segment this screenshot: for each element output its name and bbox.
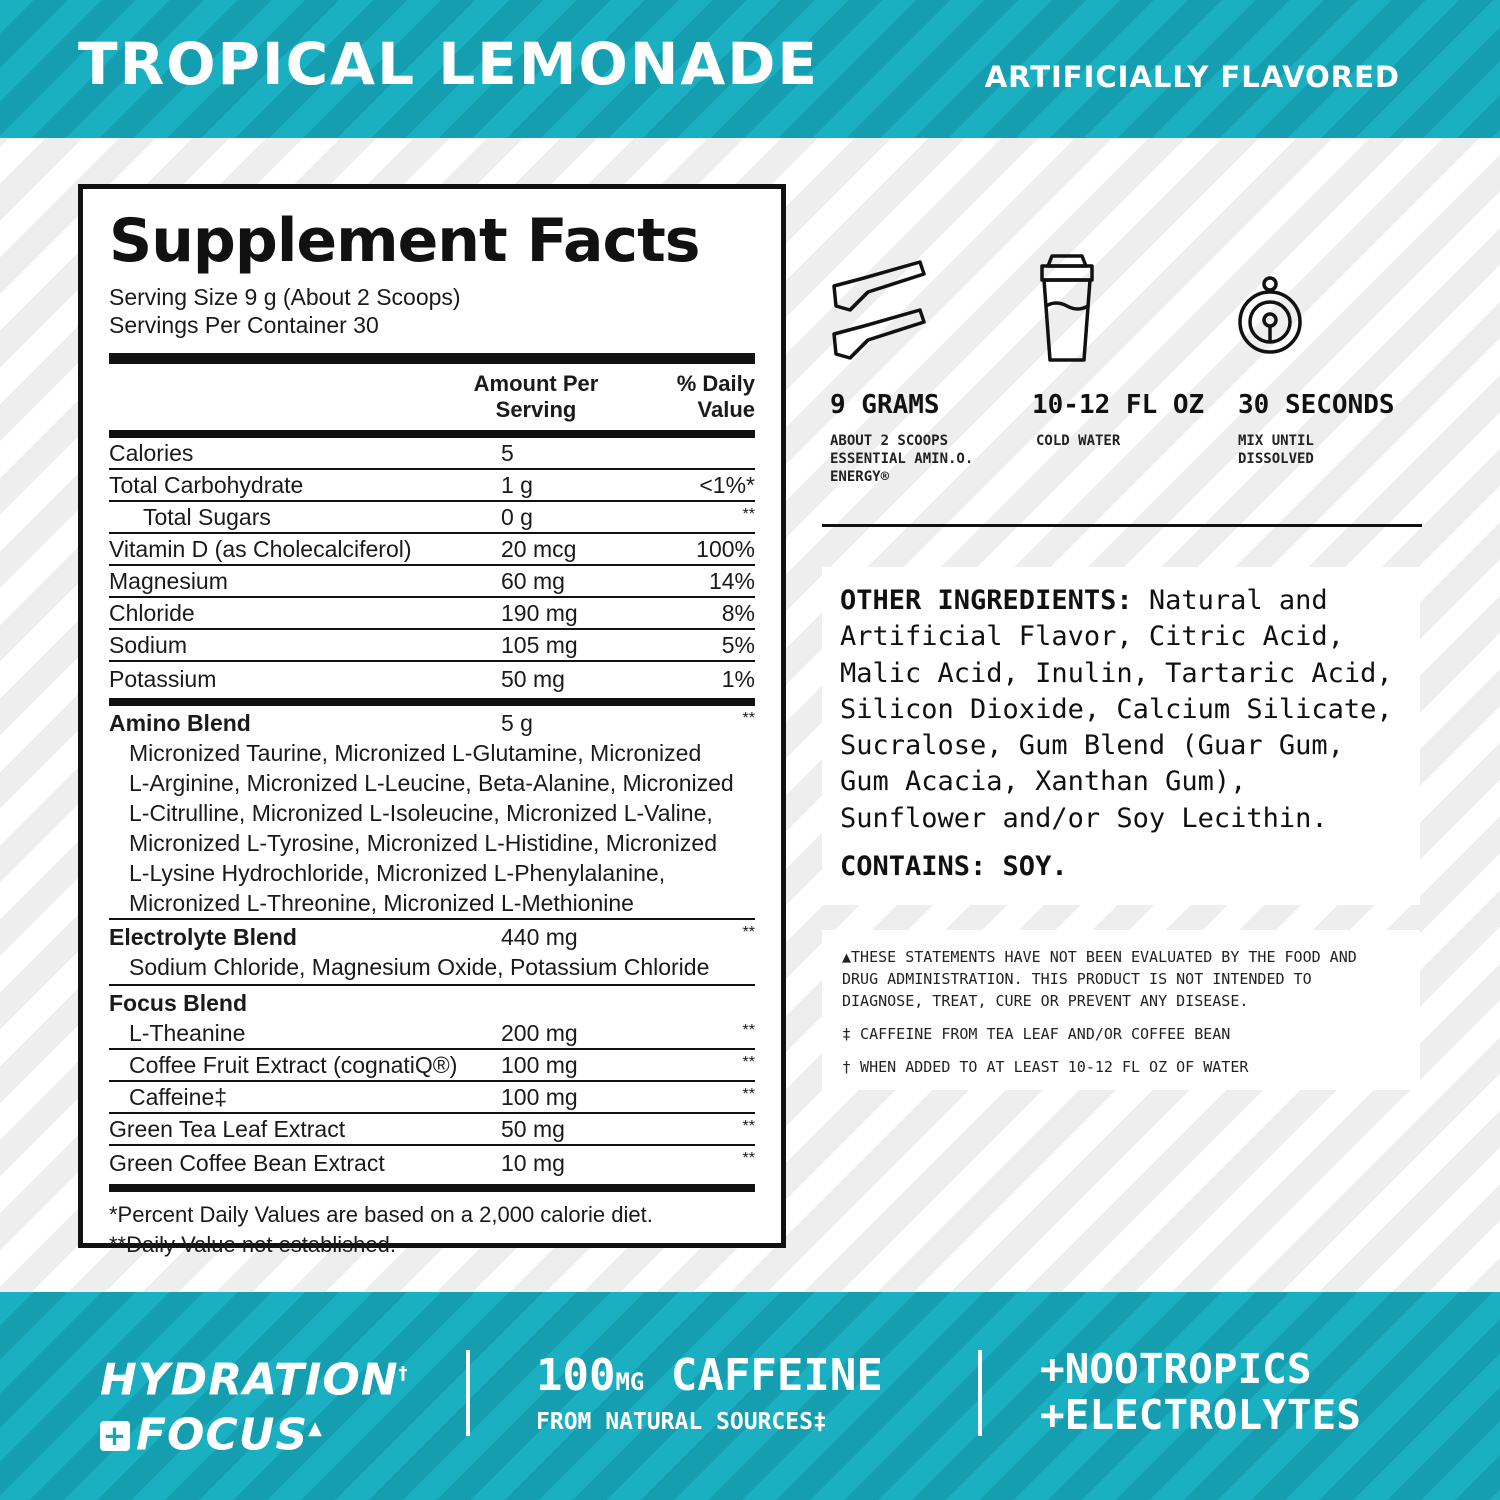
caffeine-claim: 100MG CAFFEINE FROM NATURAL SOURCES‡ [536,1350,883,1435]
scoops-icon [828,258,928,378]
extract-row: Green Tea Leaf Extract 50 mg ** [109,1114,755,1146]
focus-item-row: L-Theanine 200 mg ** [109,1018,755,1050]
shaker-icon [1032,252,1102,372]
caffeine-footnote: ‡ CAFFEINE FROM TEA LEAF AND/OR COFFEE BEAN [842,1025,1231,1043]
hydration-focus-claim: HYDRATION† + FOCUS▲ [100,1354,409,1461]
serving-size: Serving Size 9 g (About 2 Scoops) [109,284,461,310]
amino-blend-row: Amino Blend 5 g ** [109,710,755,736]
header-band [0,0,1500,138]
facts-divider [109,698,755,706]
ingredients-text: Natural and Artificial Flavor, Citric Acid, Malic Acid, Inulin, Tartaric Acid, Silicon Dioxide, Calcium Silicate, Sucralose, Gum Blend (Guar Gum, Gum Acacia, Xanthan Gum), Sunflower and/or Soy Lecithin. [840,585,1393,834]
direction-text: ABOUT 2 SCOOPS ESSENTIAL AMIN.O. ENERGY® [830,433,974,485]
electrolyte-blend-contents: Sodium Chloride, Magnesium Oxide, Potassium Chloride [129,954,710,980]
facts-column-header [109,364,755,430]
nutrient-row: Sodium 105 mg 5% [109,630,755,662]
dv-column-header: % Daily Value [676,371,755,422]
focus-item-row: Caffeine‡ 100 mg ** [109,1082,755,1114]
electrolyte-blend-row: Electrolyte Blend 440 mg ** [109,924,755,950]
nutrient-row: Calories 5 [109,438,755,470]
disclaimers [822,930,1420,1090]
facts-divider [109,353,755,364]
supplement-facts-panel [78,184,786,1257]
claims-band [0,1292,1500,1500]
facts-footnote: *Percent Daily Values are based on a 2,000 calorie diet. **Daily Value not established. [109,1202,653,1257]
direction-title: 10-12 FL OZ [1032,390,1205,420]
nutrient-row: Potassium 50 mg 1% [109,666,755,692]
direction-text: MIX UNTIL DISSOLVED [1238,433,1314,467]
facts-divider [109,430,755,438]
facts-divider [109,1184,755,1192]
amount-column-header: Amount Per Serving [473,371,599,422]
directions [826,250,1426,490]
nutrient-row: Magnesium 60 mg 14% [109,566,755,598]
flavor-note: ARTIFICIALLY FLAVORED [984,60,1400,94]
section-divider [822,524,1422,527]
flavor-title: TROPICAL LEMONADE [78,30,820,98]
facts-title: Supplement Facts [109,206,700,276]
plus-icon: + [100,1421,130,1451]
nutrient-row: Chloride 190 mg 8% [109,598,755,630]
focus-item-row: Coffee Fruit Extract (cognatiQ®) 100 mg ** [109,1050,755,1082]
nootropics-claim: +NOOTROPICS +ELECTROLYTES [1040,1345,1361,1439]
extract-row: Green Coffee Bean Extract 10 mg ** [109,1150,755,1176]
nutrient-row: Vitamin D (as Cholecalciferol) 20 mcg 100% [109,534,755,566]
nutrient-row: Total Carbohydrate 1 g <1%* [109,470,755,502]
direction-title: 9 GRAMS [830,390,940,420]
claim-divider [466,1350,470,1436]
direction-text: COLD WATER [1036,433,1121,449]
water-footnote: † WHEN ADDED TO AT LEAST 10-12 FL OZ OF WATER [842,1058,1249,1076]
nutrient-row: Total Sugars 0 g ** [109,502,755,534]
timer-icon [1238,274,1308,364]
ingredients-label: OTHER INGREDIENTS: [840,585,1133,616]
amino-blend-contents: Micronized Taurine, Micronized L-Glutamine, Micronized L-Arginine, Micronized L-Leucine, Beta-Alanine, Micronized L-Citrulline, Micronized L-Isoleucine, Micronized L-Valine, Micronized L-Tyrosine, Micronized L-Histidine, Micronized L-Lysine Hydrochloride, Micronized L-Phenylalanine, Micronized L-Threonine, Micronized L-Methionine [129,740,734,916]
fda-disclaimer: ▲THESE STATEMENTS HAVE NOT BEEN EVALUATED BY THE FOOD AND DRUG ADMINISTRATION. THIS PRODUCT IS NOT INTENDED TO DIAGNOSE, TREAT, CURE OR PREVENT ANY DISEASE. [842,948,1357,1010]
focus-blend-row: Focus Blend [109,990,248,1016]
direction-title: 30 SECONDS [1238,390,1395,420]
allergen-statement: CONTAINS: SOY. [840,851,1068,883]
claim-divider [978,1350,982,1436]
servings-per-container: Servings Per Container 30 [109,312,379,338]
other-ingredients [822,567,1420,905]
